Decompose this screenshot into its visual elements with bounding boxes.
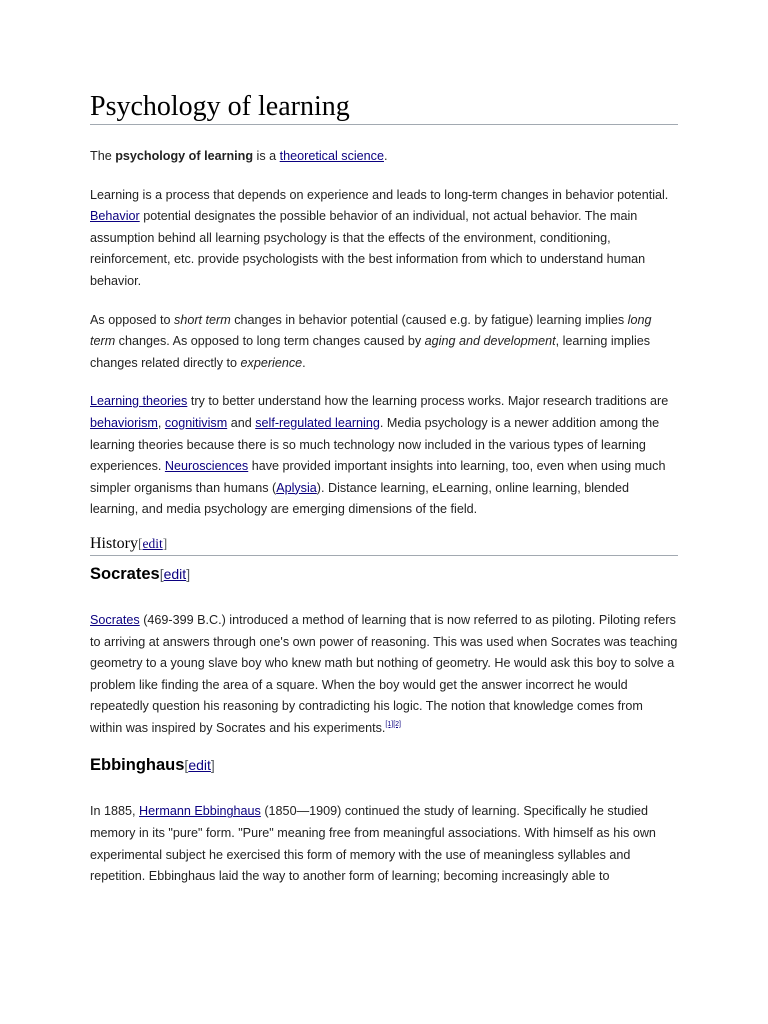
term-italic-2: long term xyxy=(90,312,652,349)
intro-text-3: . xyxy=(383,149,388,163)
theories-text-5: have provided important insights into learning, too, even when using much simpler organisms than humans ( xyxy=(90,459,666,495)
intro-text-2: is a xyxy=(253,149,280,163)
history-edit-close-bracket: ] xyxy=(162,535,168,551)
term-text-5: . xyxy=(302,355,306,370)
hermann-ebbinghaus-link[interactable]: Hermann Ebbinghaus xyxy=(139,804,261,819)
intro-bold-term: psychology of learning xyxy=(115,149,254,163)
socrates-heading xyxy=(90,564,678,584)
definition-paragraph xyxy=(90,185,678,293)
socrates-heading-text: Socrates xyxy=(90,564,160,583)
intro-text-1: The xyxy=(90,149,116,163)
socrates-edit-close-bracket: ] xyxy=(186,565,191,582)
term-italic-1: short term xyxy=(174,312,231,327)
theories-text-3: and xyxy=(227,415,256,430)
theories-text-1: try to better understand how the learning process works. Major research traditions are xyxy=(187,394,669,409)
ebbinghaus-edit-section xyxy=(184,757,214,773)
theoretical-science-link[interactable]: theoretical science xyxy=(279,149,384,163)
term-text-2: changes in behavior potential (caused e.g. by fatigue) learning implies xyxy=(230,312,628,327)
socrates-edit-link[interactable]: edit xyxy=(163,565,187,582)
theories-text-6: ). Distance learning, eLearning, online learning, blended learning, and media psychology are emerging dimensions of the field. xyxy=(90,480,630,517)
term-italic-4: experience xyxy=(240,355,303,370)
ebbinghaus-heading-text: Ebbinghaus xyxy=(90,756,185,775)
history-edit-link[interactable]: edit xyxy=(142,535,163,551)
ebbinghaus-heading xyxy=(90,755,678,775)
term-text-4: , learning implies changes related directly to xyxy=(90,334,651,370)
theories-text-2: , xyxy=(157,415,165,430)
page-title: Psychology of learning xyxy=(90,90,678,125)
socrates-paragraph xyxy=(90,610,678,740)
history-edit-section xyxy=(138,536,167,551)
article xyxy=(90,0,678,888)
self-regulated-learning-link[interactable]: self-regulated learning xyxy=(255,415,380,430)
history-heading xyxy=(90,534,678,556)
ebbinghaus-paragraph xyxy=(90,801,678,887)
socrates-edit-section xyxy=(160,566,190,582)
ebbinghaus-edit-open-bracket: [ xyxy=(184,757,189,774)
behaviorism-link[interactable]: behaviorism xyxy=(90,415,158,430)
term-italic-3: aging and development xyxy=(424,334,556,349)
history-heading-text: History xyxy=(90,534,138,552)
cognitivism-link[interactable]: cognitivism xyxy=(164,415,228,430)
behavior-link[interactable]: Behavior xyxy=(90,209,140,224)
ebbinghaus-text-2: (1850—1909) continued the study of learning. Specifically he studied memory in its "pure" form. "Pure" meaning free from meaningful associations. With himself as his own experimental subject he exercised this form of memory with the use of meaningless syllables and repetition. Ebbinghaus laid the way to another form of learning; becoming increasingly able to xyxy=(90,804,656,884)
definition-text-1: Learning is a process that depends on experience and leads to long-term changes in behavior potential. xyxy=(90,187,669,202)
history-edit-open-bracket: [ xyxy=(138,535,143,551)
ebbinghaus-text-1: In 1885, xyxy=(90,804,140,819)
term-text-1: As opposed to xyxy=(90,312,175,327)
socrates-reference-link[interactable]: [1][2] xyxy=(385,720,401,728)
learning-theories-link[interactable]: Learning theories xyxy=(90,394,188,409)
term-paragraph xyxy=(90,310,678,375)
socrates-text: (469-399 B.C.) introduced a method of learning that is now referred to as piloting. Piloting refers to arriving at answers through one's own power of reasoning. This was used when Socrates was teaching geometry to a young slave boy who knew math but nothing of geometry. He would ask this boy to solve a problem like finding the area of a square. When the boy would get the answer incorrect he would repeatedly question his reasoning by contradicting his logic. The notion that knowledge comes from within was inspired by Socrates and his experiments. xyxy=(90,612,678,735)
definition-text-2: potential designates the possible behavior of an individual, not actual behavior. The main assumption behind all learning psychology is that the effects of the environment, conditioning, reinforcement, etc. provide psychologists with the best information from which to understand human behavior. xyxy=(90,209,646,288)
socrates-edit-open-bracket: [ xyxy=(159,565,164,582)
theories-text-4: . Media psychology is a newer addition among the learning theories because there is so much technology now included in the various types of learning experiences. xyxy=(90,415,660,474)
ebbinghaus-edit-close-bracket: ] xyxy=(210,757,215,774)
theories-paragraph xyxy=(90,391,678,521)
ebbinghaus-edit-link[interactable]: edit xyxy=(188,757,211,774)
intro-paragraph xyxy=(90,146,678,168)
socrates-link[interactable]: Socrates xyxy=(90,612,140,627)
aplysia-link[interactable]: Aplysia xyxy=(276,480,317,495)
term-text-3: changes. As opposed to long term changes caused by xyxy=(115,334,425,349)
neurosciences-link[interactable]: Neurosciences xyxy=(164,459,249,474)
